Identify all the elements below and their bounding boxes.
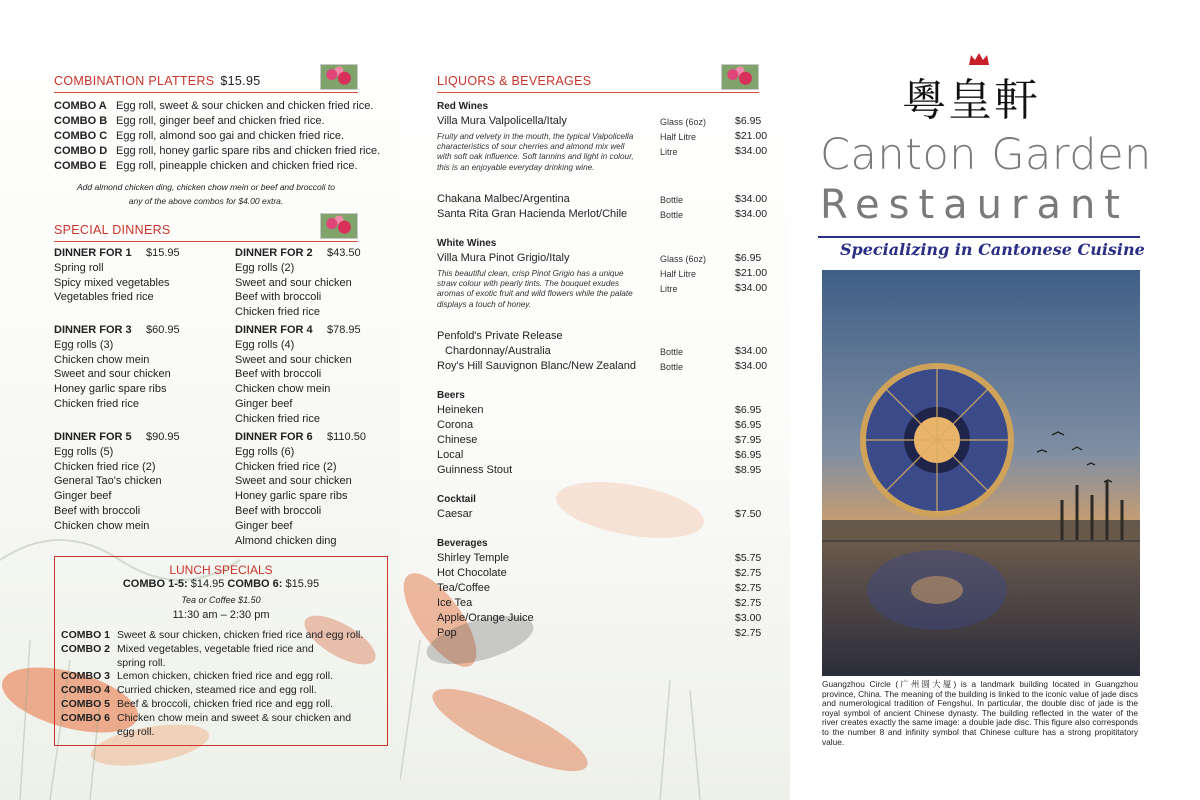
price: $6.95	[735, 449, 762, 461]
serving-size: Glass (6oz)	[660, 117, 707, 127]
lunch-combo-item: COMBO 3 Lemon chicken, chicken fried rice and egg roll.	[61, 670, 333, 682]
beer-name: Corona	[437, 419, 474, 431]
price: $34.00	[735, 360, 768, 372]
combo-item: COMBO B Egg roll, ginger beef and chicken fried rice.	[54, 115, 325, 127]
serving-size: Litre	[660, 147, 678, 157]
price: $34.00	[735, 193, 768, 205]
beverage-name: Hot Chocolate	[437, 567, 507, 579]
combo-item: COMBO C Egg roll, almond soo gai and chicken fried rice.	[54, 130, 345, 142]
wine-name: Penfold's Private Release	[437, 330, 563, 342]
cocktail-name: Caesar	[437, 508, 473, 520]
serving-size: Bottle	[660, 362, 684, 372]
combo-item: COMBO D Egg roll, honey garlic spare ribs and chicken fried rice.	[54, 145, 381, 157]
special-dinners-title: SPECIAL DINNERS	[54, 223, 171, 237]
beverage-name: Ice Tea	[437, 597, 473, 609]
serving-size: Glass (6oz)	[660, 254, 707, 264]
flower-icon	[320, 64, 358, 90]
combo-add-on-note: Add almond chicken ding, chicken chow mein or beef and broccoli to any of the above combos for $4.00 extra.	[77, 182, 335, 206]
guangzhou-circle-photo	[822, 270, 1140, 676]
menu-panel-middle	[400, 0, 790, 800]
cocktail-label: Cocktail	[437, 494, 476, 505]
combo-item: COMBO E Egg roll, pineapple chicken and chicken fried rice.	[54, 160, 358, 172]
beers-label: Beers	[437, 390, 465, 401]
price: $6.95	[735, 115, 762, 127]
special-dinners-header	[54, 215, 358, 242]
liquors-title: LIQUORS & BEVERAGES	[437, 74, 592, 88]
price: $7.50	[735, 508, 762, 520]
price: $7.95	[735, 434, 762, 446]
beer-name: Local	[437, 449, 464, 461]
lunch-specials-title: LUNCH SPECIALS	[169, 563, 273, 577]
price: $34.00	[735, 345, 768, 357]
flower-icon	[320, 213, 358, 239]
dinner-block: DINNER FOR 4 $78.95 Egg rolls (4) Sweet and sour chicken Beef with broccoli Chicken chow mein Ginger beef Chicken fried rice	[235, 324, 361, 425]
price: $6.95	[735, 404, 762, 416]
wine-name: Chardonnay/Australia	[445, 345, 551, 357]
red-wines-label: Red Wines	[437, 101, 489, 112]
dinner-block: DINNER FOR 2 $43.50 Egg rolls (2) Sweet and sour chicken Beef with broccoli Chicken fried rice	[235, 247, 361, 319]
tagline: Specializing in Cantonese Cuisine	[840, 240, 1145, 259]
beverage-name: Shirley Temple	[437, 552, 509, 564]
photo-caption: Guangzhou Circle (广州圆大厦) is a landmark building located in Guangzhou province, China. The meaning of the building is linked to the iconic value of jade discs and numerological tradition of Fengshui. In particular, the double disc of jade is the royal symbol of ancient Chinese dynasty. The building reflected in the water of the river creates exactly the same image: a double jade disc. This figure also corresponds to the number 8 and infinity symbol that Chinese culture has a strong propititatory value.	[822, 679, 1138, 747]
wine-name: Chakana Malbec/Argentina	[437, 193, 570, 205]
price: $21.00	[735, 130, 768, 142]
beer-name: Chinese	[437, 434, 478, 446]
serving-size: Half Litre	[660, 132, 697, 142]
price: $6.95	[735, 252, 762, 264]
wine-name: Santa Rita Gran Hacienda Merlot/Chile	[437, 208, 628, 220]
serving-size: Half Litre	[660, 269, 697, 279]
lunch-combo-item: COMBO 6 Chicken chow mein and sweet & sour chicken and egg roll.	[61, 712, 352, 738]
liquors-header	[437, 66, 759, 93]
serving-size: Bottle	[660, 347, 684, 357]
beverage-name: Pop	[437, 627, 457, 639]
price: $21.00	[735, 267, 768, 279]
lunch-combo-item: COMBO 4 Curried chicken, steamed rice and egg roll.	[61, 684, 317, 696]
flower-icon	[721, 64, 759, 90]
serving-size: Bottle	[660, 195, 684, 205]
wine-description: This beautiful clean, crisp Pinot Grigio has a unique straw colour with pearly tints. The bouquet exudes aromas of exotic fruit and wild flowers while the palate displays a touch of honey.	[437, 269, 633, 309]
dinner-block: DINNER FOR 3 $60.95 Egg rolls (3) Chicken chow mein Sweet and sour chicken Honey garlic spare ribs Chicken fried rice	[54, 324, 180, 410]
price: $6.95	[735, 419, 762, 431]
restaurant-name-line2: Restaurant	[820, 182, 1129, 228]
price: $34.00	[735, 208, 768, 220]
combination-platters-title: COMBINATION PLATTERS $15.95	[54, 74, 261, 88]
lunch-hours: 11:30 am – 2:30 pm	[172, 609, 270, 621]
menu-panel-left	[0, 0, 400, 800]
serving-size: Litre	[660, 284, 678, 294]
beverages-label: Beverages	[437, 538, 488, 549]
tagline-rule	[818, 236, 1140, 238]
dinner-block: DINNER FOR 1 $15.95 Spring roll Spicy mixed vegetables Vegetables fried rice	[54, 247, 180, 304]
lunch-specials-box	[54, 556, 388, 746]
wine-description: Fruity and velvety in the mouth, the typical Valpolicella characteristics of sour cherries and almond mix well with soft oak influence. Soft tannins and light in colour, this is an enjoyable everyday drinking wine.	[437, 132, 634, 172]
dinner-block: DINNER FOR 6 $110.50 Egg rolls (6) Chicken fried rice (2) Sweet and sour chicken Honey garlic spare ribs Beef with broccoli Ginger beef Almond chicken ding	[235, 431, 366, 547]
beverage-name: Tea/Coffee	[437, 582, 491, 594]
price: $2.75	[735, 582, 762, 594]
price: $2.75	[735, 627, 762, 639]
lunch-combo-item: COMBO 1 Sweet & sour chicken, chicken fried rice and egg roll.	[61, 629, 364, 641]
beer-name: Guinness Stout	[437, 464, 513, 476]
combination-platters-header	[54, 66, 358, 93]
wine-name: Villa Mura Valpolicella/Italy	[437, 115, 567, 127]
price: $8.95	[735, 464, 762, 476]
price: $34.00	[735, 282, 768, 294]
restaurant-name-line1: Canton Garden	[820, 130, 1152, 180]
price: $2.75	[735, 567, 762, 579]
wine-name: Villa Mura Pinot Grigio/Italy	[437, 252, 570, 264]
white-wines-label: White Wines	[437, 238, 497, 249]
chinese-logo: 粵皇軒	[902, 75, 1040, 126]
combo-item: COMBO A Egg roll, sweet & sour chicken and chicken fried rice.	[54, 100, 374, 112]
lunch-combo-item: COMBO 2 Mixed vegetables, vegetable fried rice and spring roll.	[61, 643, 314, 669]
combination-platters-price: $15.95	[220, 74, 261, 88]
price: $3.00	[735, 612, 762, 624]
lunch-prices: COMBO 1-5: $14.95 COMBO 6: $15.95	[122, 578, 320, 590]
wine-name: Roy's Hill Sauvignon Blanc/New Zealand	[437, 360, 636, 372]
cover-panel	[790, 0, 1200, 800]
dinner-block: DINNER FOR 5 $90.95 Egg rolls (5) Chicken fried rice (2) General Tao's chicken Ginger beef Beef with broccoli Chicken chow mein	[54, 431, 180, 532]
lunch-tea-price: Tea or Coffee $1.50	[181, 595, 261, 605]
price: $34.00	[735, 145, 768, 157]
serving-size: Bottle	[660, 210, 684, 220]
price: $2.75	[735, 597, 762, 609]
beer-name: Heineken	[437, 404, 484, 416]
beverage-name: Apple/Orange Juice	[437, 612, 534, 624]
price: $5.75	[735, 552, 762, 564]
lunch-combo-item: COMBO 5 Beef & broccoli, chicken fried rice and egg roll.	[61, 698, 333, 710]
